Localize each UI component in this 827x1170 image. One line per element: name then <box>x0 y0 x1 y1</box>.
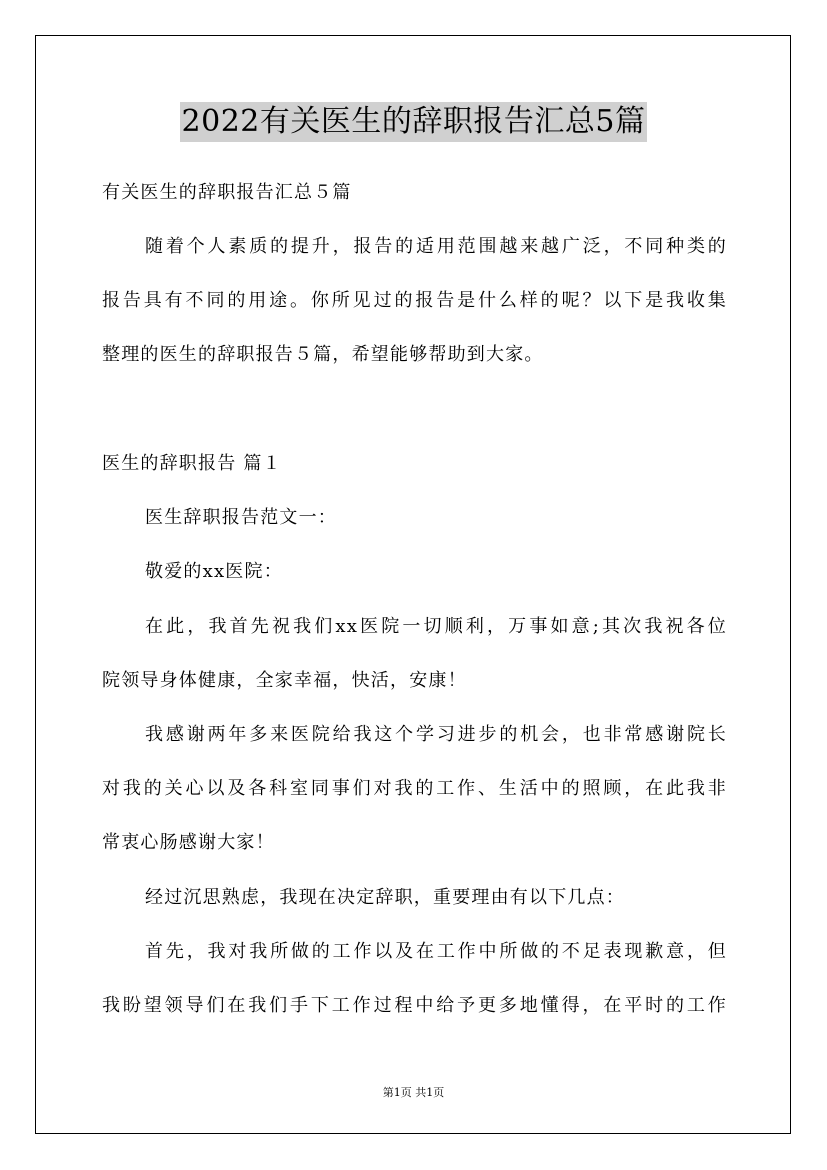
paragraph-line: 报告具有不同的用途。你所见过的报告是什么样的呢？以下是我收集 <box>102 290 727 311</box>
paragraph-line: 对我的关心以及各科室同事们对我的工作、生活中的照顾，在此我非 <box>102 778 727 799</box>
title-container <box>0 102 827 142</box>
page-footer: 第1页 共1页 <box>382 1086 445 1099</box>
paragraph-line: 院领导身体健康，全家幸福，快活，安康！ <box>102 670 467 691</box>
paragraph-line: 常衷心肠感谢大家！ <box>102 832 275 853</box>
paragraph-line: 首先，我对我所做的工作以及在工作中所做的不足表现歉意，但 <box>145 941 727 962</box>
subtitle-line: 有关医生的辞职报告汇总５篇 <box>102 182 352 203</box>
document-title: 2022有关医生的辞职报告汇总5篇 <box>180 102 648 142</box>
paragraph-line: 在此，我首先祝我们xx医院一切顺利，万事如意;其次我祝各位 <box>145 616 727 637</box>
salutation-line: 敬爱的xx医院： <box>145 561 283 582</box>
paragraph-line: 医生辞职报告范文一： <box>145 507 337 528</box>
paragraph-line: 我盼望领导们在我们手下工作过程中给予更多地懂得，在平时的工作 <box>102 995 727 1016</box>
paragraph-line: 经过沉思熟虑，我现在决定辞职，重要理由有以下几点： <box>145 887 625 908</box>
paragraph-line: 整理的医生的辞职报告５篇，希望能够帮助到大家。 <box>102 344 544 365</box>
section-heading: 医生的辞职报告 篇１ <box>102 453 282 474</box>
paragraph-line: 我感谢两年多来医院给我这个学习进步的机会，也非常感谢院长 <box>145 724 727 745</box>
paragraph-line: 随着个人素质的提升，报告的适用范围越来越广泛，不同种类的 <box>145 236 727 257</box>
